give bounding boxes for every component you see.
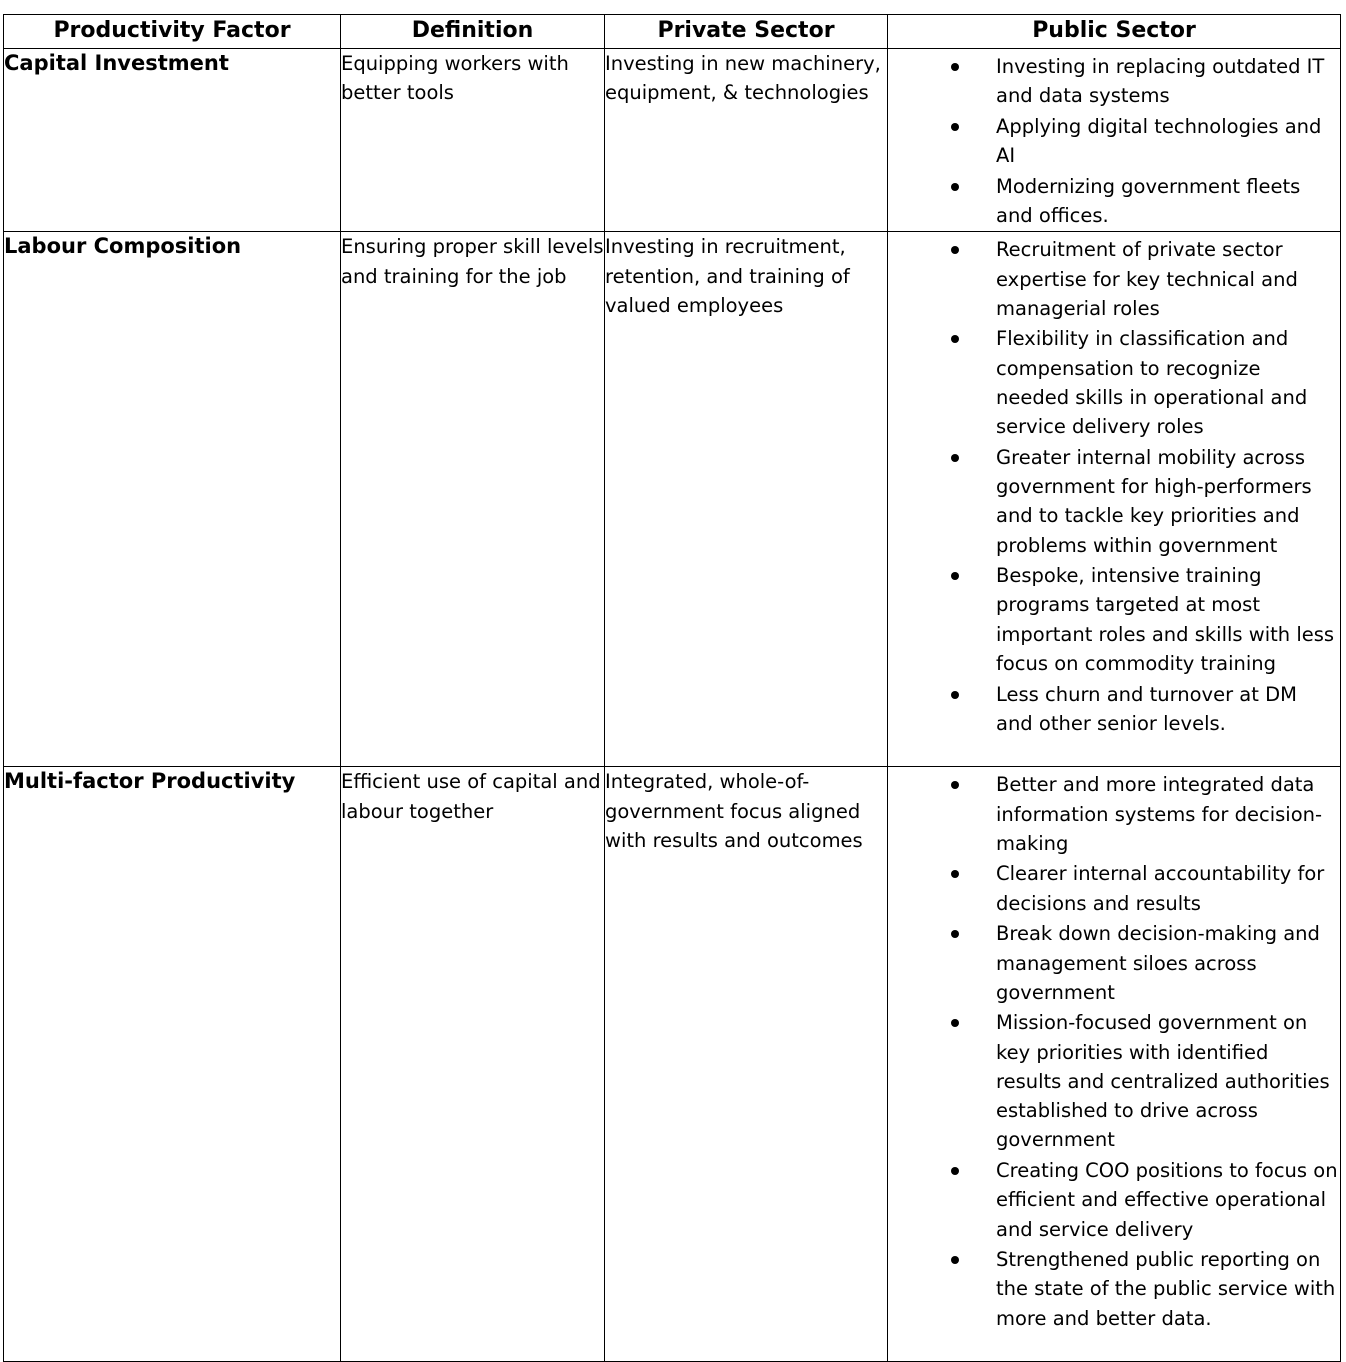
table-header-row (4, 15, 1341, 49)
factor-name: Capital Investment (4, 49, 341, 232)
list-item: Better and more integrated data information systems for decision-making (888, 770, 1340, 858)
definition-cell: Ensuring proper skill levels and training for the job (341, 232, 605, 767)
public-sector-cell (888, 49, 1341, 232)
definition-cell: Equipping workers with better tools (341, 49, 605, 232)
public-sector-list (888, 49, 1340, 230)
list-item: Break down decision-making and management siloes across government (888, 919, 1340, 1007)
productivity-factors-table (3, 14, 1341, 1362)
public-sector-list (888, 232, 1340, 738)
table-row-multi-factor-productivity (4, 767, 1341, 1362)
factor-name: Multi-factor Productivity (4, 767, 341, 1362)
list-item: Mission-focused government on key priorities with identified results and centralized authorities established to drive across government (888, 1008, 1340, 1154)
list-item: Applying digital technologies and AI (888, 112, 1340, 171)
header-productivity-factor: Productivity Factor (4, 15, 341, 49)
list-item: Bespoke, intensive training programs targeted at most important roles and skills with less focus on commodity training (888, 561, 1340, 678)
table-row-labour-composition (4, 232, 1341, 767)
list-item: Less churn and turnover at DM and other senior levels. (888, 680, 1340, 739)
list-item: Clearer internal accountability for decisions and results (888, 859, 1340, 918)
list-item: Creating COO positions to focus on efficient and effective operational and service delivery (888, 1156, 1340, 1244)
list-item: Strengthened public reporting on the state of the public service with more and better data. (888, 1245, 1340, 1333)
header-private-sector: Private Sector (605, 15, 888, 49)
header-definition: Definition (341, 15, 605, 49)
public-sector-cell (888, 232, 1341, 767)
list-item: Greater internal mobility across government for high-performers and to tackle key priorities and problems within government (888, 443, 1340, 560)
public-sector-list (888, 767, 1340, 1333)
list-item: Modernizing government fleets and offices. (888, 172, 1340, 231)
list-item: Recruitment of private sector expertise for key technical and managerial roles (888, 235, 1340, 323)
list-item: Flexibility in classification and compensation to recognize needed skills in operational and service delivery roles (888, 324, 1340, 441)
private-sector-cell: Integrated, whole-of-government focus aligned with results and outcomes (605, 767, 888, 1362)
table-row-capital-investment (4, 49, 1341, 232)
private-sector-cell: Investing in new machinery, equipment, & technologies (605, 49, 888, 232)
header-public-sector: Public Sector (888, 15, 1341, 49)
public-sector-cell (888, 767, 1341, 1362)
factor-name: Labour Composition (4, 232, 341, 767)
definition-cell: Efficient use of capital and labour together (341, 767, 605, 1362)
list-item: Investing in replacing outdated IT and data systems (888, 52, 1340, 111)
private-sector-cell: Investing in recruitment, retention, and training of valued employees (605, 232, 888, 767)
